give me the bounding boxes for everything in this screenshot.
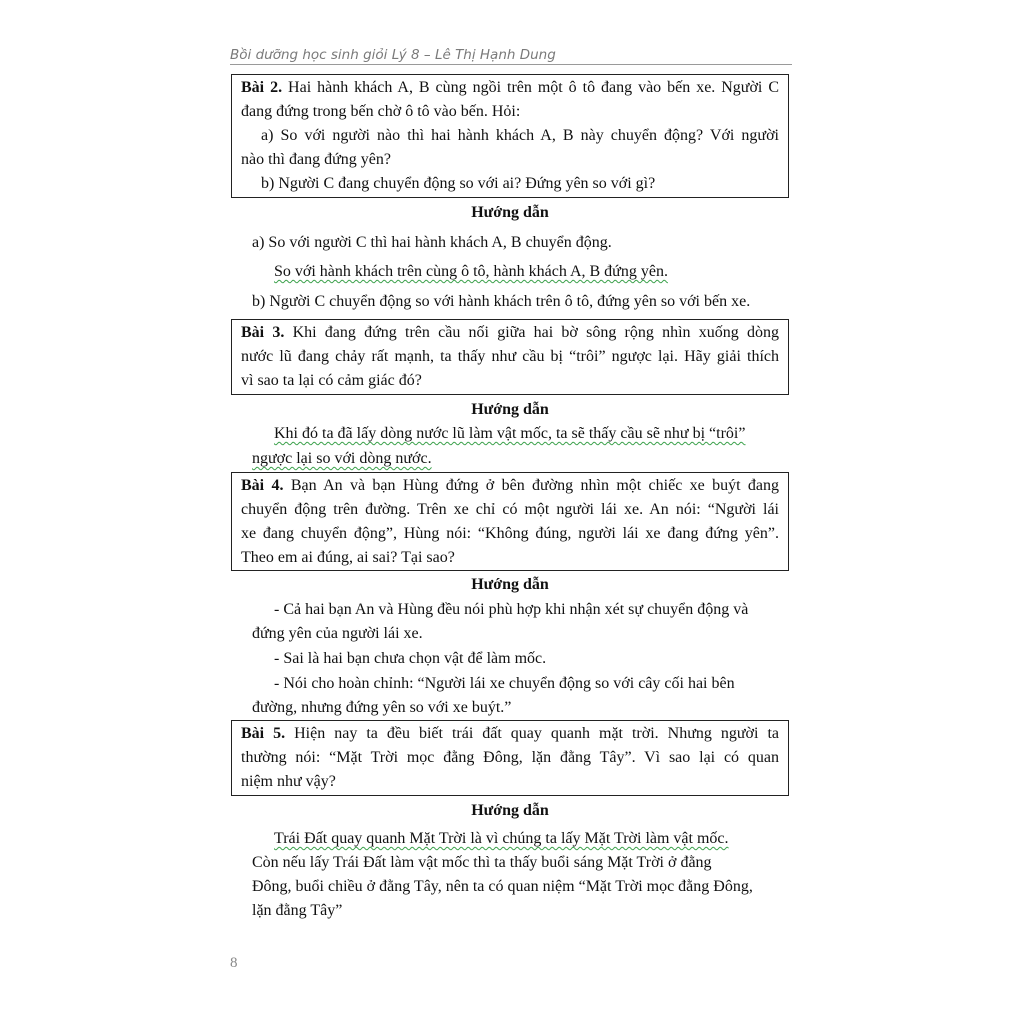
- page-number: 8: [230, 955, 238, 971]
- exercise-2-line-1: Bài 2. Hai hành khách A, B cùng ngồi trên một ô tô đang vào bến xe. Người C: [241, 79, 779, 96]
- exercise-5-line-2: thường nói: “Mặt Trời mọc đằng Đông, lặn đằng Tây”. Vì sao lại có quan: [241, 749, 779, 766]
- exercise-2-line-4: nào thì đang đứng yên?: [241, 151, 391, 168]
- exercise-3-line-2: nước lũ đang chảy rất mạnh, ta thấy như cầu bị “trôi” ngược lại. Hãy giải thích: [241, 348, 779, 365]
- exercise-3-line-3: vì sao ta lại có cảm giác đó?: [241, 372, 422, 389]
- exercise-3-label: Bài 3.: [241, 324, 285, 341]
- exercise-4-answer-3: - Sai là hai bạn chưa chọn vật để làm mốc.: [274, 650, 547, 667]
- exercise-4-line-4: Theo em ai đúng, ai sai? Tại sao?: [241, 549, 455, 566]
- exercise-2-answer-2: So với hành khách trên cùng ô tô, hành khách A, B đứng yên.: [274, 263, 668, 280]
- exercise-2-line-5: b) Người C đang chuyển động so với ai? Đứng yên so với gì?: [261, 175, 656, 192]
- exercise-5-answer-2: Còn nếu lấy Trái Đất làm vật mốc thì ta thấy buổi sáng Mặt Trời ở đằng: [252, 854, 712, 871]
- exercise-3-guide-heading: Hướng dẫn: [471, 401, 549, 418]
- exercise-5-guide-heading: Hướng dẫn: [471, 802, 549, 819]
- exercise-2-label: Bài 2.: [241, 79, 283, 96]
- exercise-2-box: [231, 74, 789, 198]
- exercise-4-box: [231, 472, 789, 571]
- exercise-4-answer-1: - Cả hai bạn An và Hùng đều nói phù hợp khi nhận xét sự chuyển động và: [274, 601, 749, 618]
- exercise-4-answer-5: đường, nhưng đứng yên so với xe buýt.”: [252, 699, 512, 716]
- exercise-2-line-2: đang đứng trong bến chờ ô tô vào bến. Hỏi:: [241, 103, 521, 120]
- exercise-5-label: Bài 5.: [241, 725, 286, 742]
- exercise-4-guide-heading: Hướng dẫn: [471, 576, 549, 593]
- exercise-2-answer-1: a) So với người C thì hai hành khách A, B chuyển động.: [252, 234, 612, 251]
- exercise-3-line-1: Bài 3. Khi đang đứng trên cầu nối giữa hai bờ sông rộng nhìn xuống dòng: [241, 324, 779, 341]
- exercise-4-line-3: xe đang chuyển động”, Hùng nói: “Không đúng, người lái xe đang đứng yên”.: [241, 525, 779, 542]
- exercise-5-line-3: niệm như vậy?: [241, 773, 336, 790]
- exercise-3-answer-1: Khi đó ta đã lấy dòng nước lũ làm vật mốc, ta sẽ thấy cầu sẽ như bị “trôi”: [274, 425, 746, 442]
- exercise-3-box: [231, 319, 789, 395]
- exercise-5-line-1: Bài 5. Hiện nay ta đều biết trái đất quay quanh mặt trời. Nhưng người ta: [241, 725, 780, 742]
- exercise-5-box: [231, 720, 789, 796]
- exercise-3-answer-2: ngược lại so với dòng nước.: [252, 450, 432, 467]
- exercise-5-answer-1: Trái Đất quay quanh Mặt Trời là vì chúng ta lấy Mặt Trời làm vật mốc.: [274, 830, 729, 847]
- exercise-2-answer-3: b) Người C chuyển động so với hành khách trên ô tô, đứng yên so với bến xe.: [252, 293, 751, 310]
- exercise-5-answer-4: lặn đằng Tây”: [252, 902, 343, 919]
- exercise-4-line-2: chuyển động trên đường. Trên xe chỉ có một người lái xe. An nói: “Người lái: [241, 501, 779, 518]
- page-header: Bồi dưỡng học sinh giỏi Lý 8 – Lê Thị Hạnh Dung: [230, 46, 792, 65]
- exercise-4-answer-4: - Nói cho hoàn chỉnh: “Người lái xe chuyển động so với cây cối hai bên: [274, 675, 735, 692]
- exercise-4-line-1: Bài 4. Bạn An và bạn Hùng đứng ở bên đường nhìn một chiếc xe buýt đang: [241, 477, 779, 494]
- exercise-4-label: Bài 4.: [241, 477, 284, 494]
- exercise-2-guide-heading: Hướng dẫn: [471, 204, 549, 221]
- exercise-4-answer-2: đứng yên của người lái xe.: [252, 625, 423, 642]
- exercise-2-line-3: a) So với người nào thì hai hành khách A, B này chuyển động? Với người: [261, 127, 779, 144]
- exercise-5-answer-3: Đông, buổi chiều ở đằng Tây, nên ta có quan niệm “Mặt Trời mọc đằng Đông,: [252, 878, 753, 895]
